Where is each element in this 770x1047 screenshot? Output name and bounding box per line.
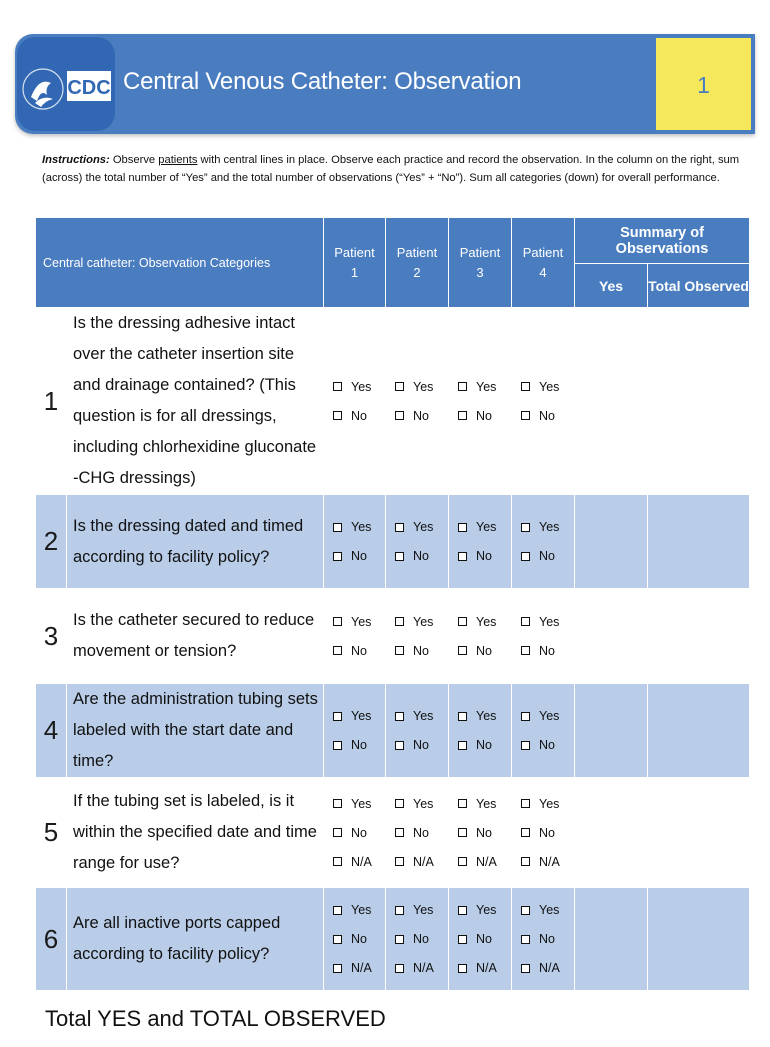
option-no[interactable]: No [458, 925, 511, 954]
checkbox-icon[interactable] [395, 741, 404, 750]
checkbox-icon[interactable] [521, 741, 530, 750]
summary-total-cell[interactable] [648, 888, 750, 991]
page-title: Central Venous Catheter: Observation [123, 68, 522, 95]
instructions-patients-link: patients [158, 154, 198, 166]
option-yes[interactable]: Yes [458, 513, 511, 542]
question-text: Is the catheter secured to reduce movement or tension? [67, 589, 324, 684]
option-no[interactable]: No [333, 925, 385, 954]
option-na[interactable]: N/A [333, 954, 385, 983]
summary-total-cell[interactable] [648, 308, 750, 495]
checkbox-icon[interactable] [333, 552, 342, 561]
option-na[interactable]: N/A [521, 954, 574, 983]
option-no[interactable]: No [458, 542, 511, 571]
category-header: Central catheter: Observation Categories [36, 218, 324, 308]
option-yes[interactable]: Yes [333, 702, 385, 731]
patient-4-options [512, 308, 575, 495]
checkbox-icon[interactable] [458, 382, 467, 391]
option-yes[interactable]: Yes [395, 607, 448, 636]
option-yes[interactable]: Yes [395, 372, 448, 401]
option-no[interactable]: No [521, 542, 574, 571]
checkbox-icon[interactable] [458, 906, 467, 915]
checkbox-icon[interactable] [521, 617, 530, 626]
option-yes[interactable]: Yes [395, 702, 448, 731]
question-number: 1 [36, 308, 67, 495]
patient-1-options [324, 589, 386, 684]
checkbox-icon[interactable] [333, 964, 342, 973]
option-na[interactable]: N/A [458, 954, 511, 983]
option-na[interactable]: N/A [458, 847, 511, 876]
hhs-cdc-logo [17, 37, 115, 131]
option-na[interactable]: N/A [395, 847, 448, 876]
checkbox-icon[interactable] [333, 799, 342, 808]
question-number: 5 [36, 778, 67, 888]
table-row [36, 778, 750, 888]
table-row [36, 684, 750, 778]
patient-2-options [386, 778, 449, 888]
checkbox-icon[interactable] [458, 411, 467, 420]
hhs-eagle-icon [17, 37, 115, 131]
option-no[interactable]: No [333, 401, 385, 430]
checkbox-icon[interactable] [395, 411, 404, 420]
option-yes[interactable]: Yes [458, 896, 511, 925]
checkbox-icon[interactable] [521, 935, 530, 944]
option-no[interactable]: No [395, 636, 448, 665]
option-yes[interactable]: Yes [521, 372, 574, 401]
option-no[interactable]: No [521, 731, 574, 760]
patient-2-options [386, 589, 449, 684]
checkbox-icon[interactable] [333, 857, 342, 866]
checkbox-icon[interactable] [395, 828, 404, 837]
patient-1-options [324, 888, 386, 991]
option-na[interactable]: N/A [395, 954, 448, 983]
checkbox-icon[interactable] [458, 741, 467, 750]
checkbox-icon[interactable] [333, 828, 342, 837]
checkbox-icon[interactable] [395, 799, 404, 808]
instructions-part1: Observe [109, 154, 159, 166]
option-no[interactable]: No [333, 731, 385, 760]
checkbox-icon[interactable] [521, 523, 530, 532]
checkbox-icon[interactable] [458, 828, 467, 837]
checkbox-icon[interactable] [395, 964, 404, 973]
table-row [36, 495, 750, 589]
patient-3-options [449, 308, 512, 495]
table-row [36, 308, 750, 495]
checkbox-icon[interactable] [458, 935, 467, 944]
patient-3-options [449, 589, 512, 684]
patient-4-options [512, 495, 575, 589]
option-no[interactable]: No [521, 636, 574, 665]
checkbox-icon[interactable] [395, 646, 404, 655]
patient-2-header: Patient 2 [386, 218, 449, 308]
summary-yes-header: Yes [575, 264, 648, 308]
summary-yes-cell[interactable] [575, 888, 648, 991]
patient-2-options [386, 495, 449, 589]
option-yes[interactable]: Yes [521, 789, 574, 818]
patient-4-options [512, 589, 575, 684]
option-yes[interactable]: Yes [333, 789, 385, 818]
summary-total-cell[interactable] [648, 589, 750, 684]
option-yes[interactable]: Yes [395, 789, 448, 818]
patient-1-header: Patient 1 [324, 218, 386, 308]
checkbox-icon[interactable] [395, 523, 404, 532]
checkbox-icon[interactable] [395, 857, 404, 866]
option-yes[interactable]: Yes [333, 513, 385, 542]
checkbox-icon[interactable] [521, 411, 530, 420]
checkbox-icon[interactable] [458, 552, 467, 561]
option-no[interactable]: No [333, 636, 385, 665]
option-yes[interactable]: Yes [521, 607, 574, 636]
patient-3-options [449, 495, 512, 589]
checkbox-icon[interactable] [521, 712, 530, 721]
summary-header: Summary of Observations [575, 218, 750, 264]
question-text: Are the administration tubing sets labeled with the start date and time? [67, 684, 324, 778]
checkbox-icon[interactable] [521, 828, 530, 837]
patient-4-options [512, 684, 575, 778]
checkbox-icon[interactable] [333, 741, 342, 750]
question-text: Is the dressing adhesive intact over the catheter insertion site and drainage contained? (This question is for all dressings, including chlorhexidine gluconate -CHG dressings) [67, 308, 324, 495]
instructions-part2: with central lines in place. Observe each practice and record the observation. In the column on the right, sum (across) the total number of “Yes” and the total number of observations (“Yes” + “No”). Sum all categories (down) for overall performance. [42, 154, 740, 184]
checkbox-icon[interactable] [333, 712, 342, 721]
summary-yes-cell[interactable] [575, 684, 648, 778]
checkbox-icon[interactable] [521, 382, 530, 391]
option-no[interactable]: No [458, 636, 511, 665]
page-header [15, 34, 755, 134]
patient-1-options [324, 684, 386, 778]
summary-yes-cell[interactable] [575, 495, 648, 589]
option-no[interactable]: No [395, 401, 448, 430]
question-number: 6 [36, 888, 67, 991]
summary-yes-cell[interactable] [575, 308, 648, 495]
patient-1-options [324, 495, 386, 589]
patient-3-options [449, 684, 512, 778]
option-na[interactable]: N/A [333, 847, 385, 876]
option-no[interactable]: No [395, 925, 448, 954]
checkbox-icon[interactable] [458, 617, 467, 626]
option-yes[interactable]: Yes [458, 372, 511, 401]
total-label: Total YES and TOTAL OBSERVED [36, 991, 575, 1047]
total-observed-cell[interactable] [648, 991, 750, 1047]
page-number: 1 [697, 72, 710, 98]
checkbox-icon[interactable] [395, 382, 404, 391]
option-no[interactable]: No [395, 542, 448, 571]
summary-total-header: Total Observed [648, 264, 750, 308]
option-no[interactable]: No [333, 542, 385, 571]
summary-total-cell[interactable] [648, 778, 750, 888]
option-no[interactable]: No [458, 818, 511, 847]
option-no[interactable]: No [521, 925, 574, 954]
option-yes[interactable]: Yes [333, 372, 385, 401]
patient-2-options [386, 308, 449, 495]
option-yes[interactable]: Yes [395, 513, 448, 542]
option-yes[interactable]: Yes [333, 896, 385, 925]
checkbox-icon[interactable] [458, 523, 467, 532]
checkbox-icon[interactable] [333, 617, 342, 626]
summary-total-cell[interactable] [648, 495, 750, 589]
patient-1-options [324, 778, 386, 888]
checkbox-icon[interactable] [333, 646, 342, 655]
patient-4-header: Patient 4 [512, 218, 575, 308]
observation-table [35, 217, 750, 1047]
checkbox-icon[interactable] [333, 382, 342, 391]
option-no[interactable]: No [521, 818, 574, 847]
option-yes[interactable]: Yes [521, 896, 574, 925]
question-number: 4 [36, 684, 67, 778]
option-no[interactable]: No [458, 401, 511, 430]
instructions-lead: Instructions: [42, 154, 110, 166]
patient-3-options [449, 888, 512, 991]
checkbox-icon[interactable] [333, 523, 342, 532]
checkbox-icon[interactable] [458, 712, 467, 721]
option-no[interactable]: No [395, 731, 448, 760]
checkbox-icon[interactable] [521, 857, 530, 866]
question-text: Is the dressing dated and timed according to facility policy? [67, 495, 324, 589]
summary-total-cell[interactable] [648, 684, 750, 778]
patient-4-options [512, 888, 575, 991]
question-text: If the tubing set is labeled, is it within the specified date and time range for use? [67, 778, 324, 888]
checkbox-icon[interactable] [333, 906, 342, 915]
patient-3-header: Patient 3 [449, 218, 512, 308]
option-na[interactable]: N/A [521, 847, 574, 876]
summary-yes-cell[interactable] [575, 778, 648, 888]
patient-3-options [449, 778, 512, 888]
option-no[interactable]: No [458, 731, 511, 760]
patient-1-options [324, 308, 386, 495]
total-row [36, 991, 750, 1047]
checkbox-icon[interactable] [521, 906, 530, 915]
patient-2-options [386, 888, 449, 991]
option-no[interactable]: No [521, 401, 574, 430]
checkbox-icon[interactable] [395, 906, 404, 915]
question-number: 3 [36, 589, 67, 684]
table-row [36, 888, 750, 991]
option-yes[interactable]: Yes [458, 607, 511, 636]
option-yes[interactable]: Yes [521, 513, 574, 542]
instructions [42, 151, 742, 187]
checkbox-icon[interactable] [521, 964, 530, 973]
page-number-box [656, 38, 751, 130]
checkbox-icon[interactable] [521, 646, 530, 655]
summary-yes-cell[interactable] [575, 589, 648, 684]
total-yes-cell[interactable] [575, 991, 648, 1047]
checkbox-icon[interactable] [458, 646, 467, 655]
checkbox-icon[interactable] [521, 799, 530, 808]
checkbox-icon[interactable] [395, 712, 404, 721]
table-row [36, 589, 750, 684]
checkbox-icon[interactable] [395, 617, 404, 626]
option-yes[interactable]: Yes [395, 896, 448, 925]
option-yes[interactable]: Yes [458, 789, 511, 818]
question-number: 2 [36, 495, 67, 589]
checkbox-icon[interactable] [458, 964, 467, 973]
patient-2-options [386, 684, 449, 778]
checkbox-icon[interactable] [458, 799, 467, 808]
option-yes[interactable]: Yes [521, 702, 574, 731]
question-text: Are all inactive ports capped according to facility policy? [67, 888, 324, 991]
checkbox-icon[interactable] [458, 857, 467, 866]
checkbox-icon[interactable] [333, 935, 342, 944]
cdc-logo-text: CDC [67, 77, 111, 99]
option-no[interactable]: No [333, 818, 385, 847]
checkbox-icon[interactable] [333, 411, 342, 420]
option-yes[interactable]: Yes [333, 607, 385, 636]
option-yes[interactable]: Yes [458, 702, 511, 731]
checkbox-icon[interactable] [395, 935, 404, 944]
option-no[interactable]: No [395, 818, 448, 847]
checkbox-icon[interactable] [395, 552, 404, 561]
checkbox-icon[interactable] [521, 552, 530, 561]
patient-4-options [512, 778, 575, 888]
